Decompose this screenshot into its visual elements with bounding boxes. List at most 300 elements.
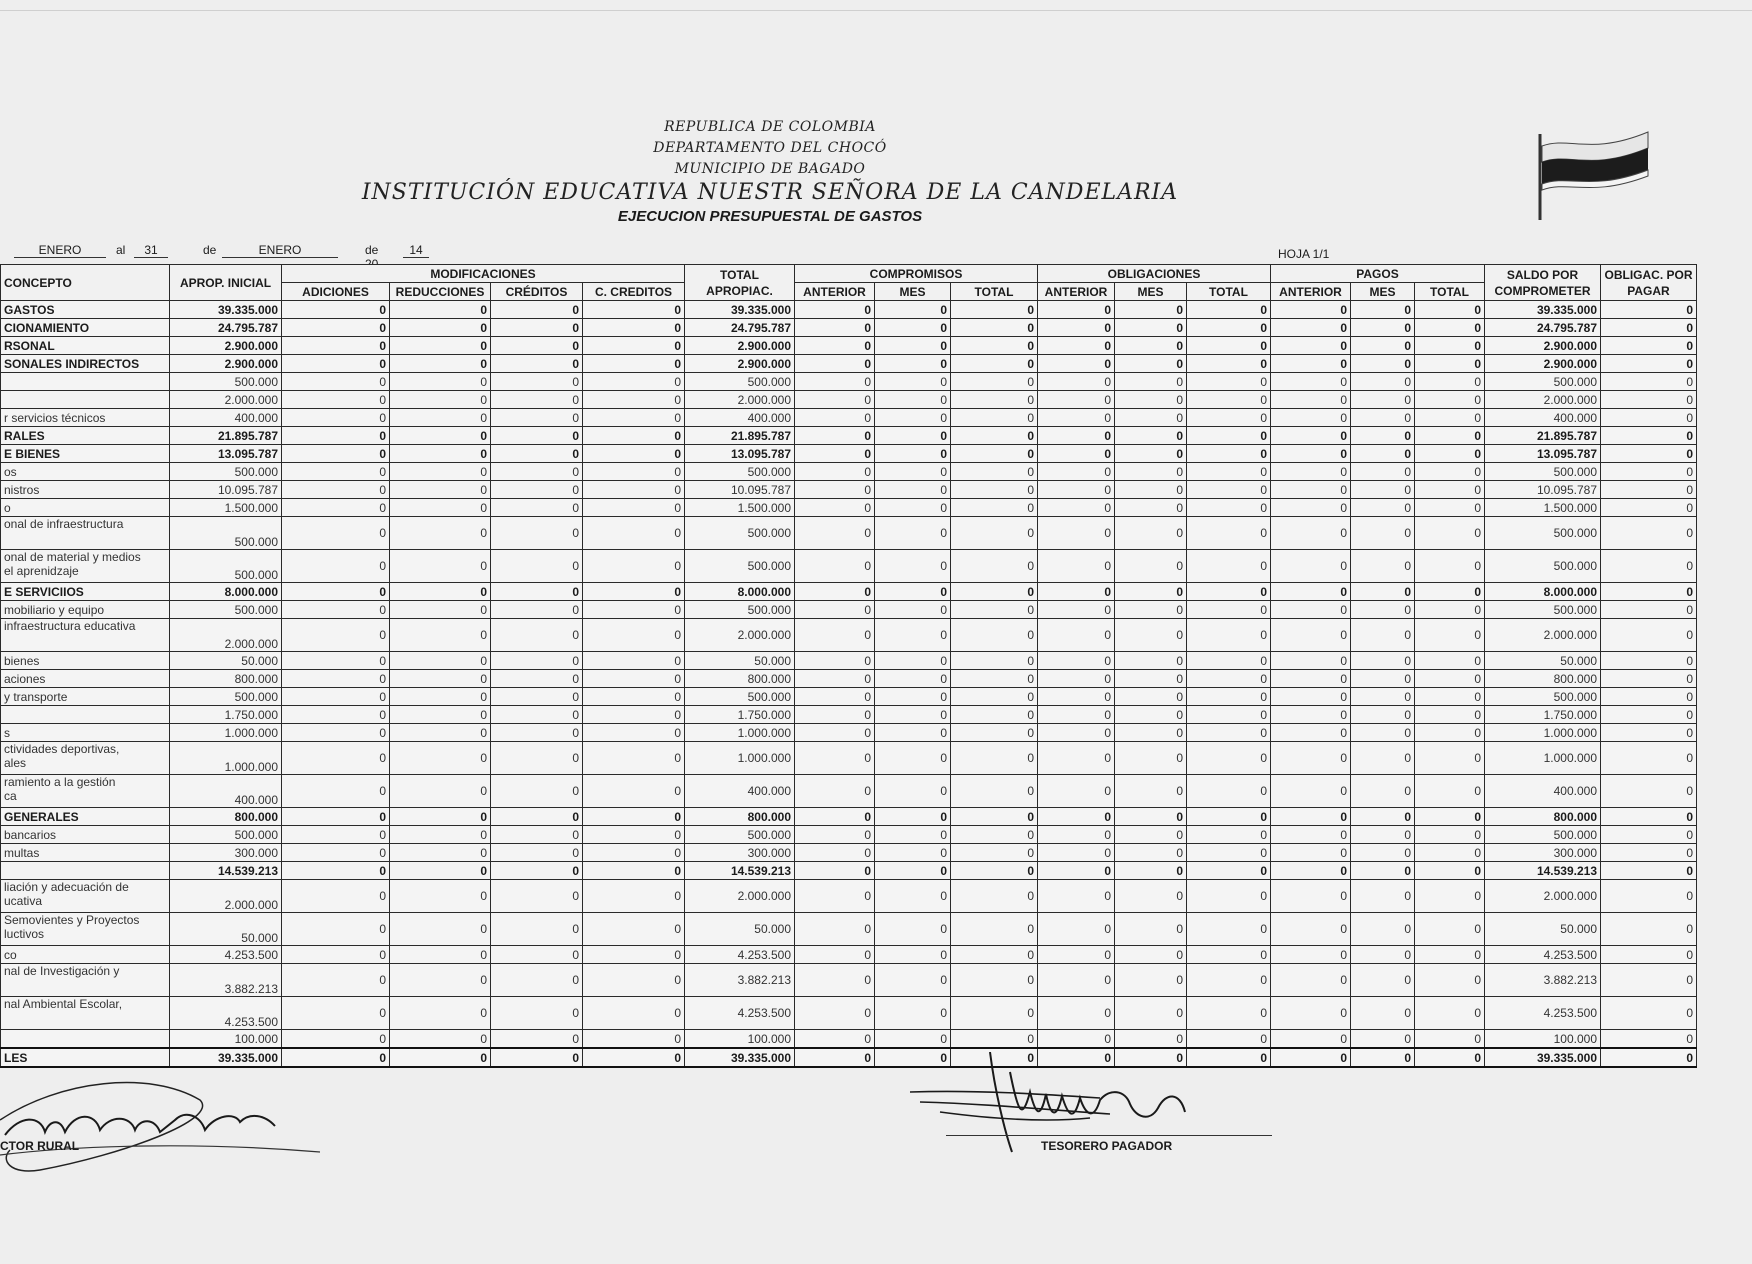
period-from-month: ENERO (14, 243, 106, 258)
cell-pagos-mes: 0 (1351, 619, 1415, 652)
cell-total-apropiac: 50.000 (685, 913, 795, 946)
municipality-line: MUNICIPIO DE BAGADO (674, 161, 866, 177)
cell-aprop-inicial: 4.253.500 (170, 946, 282, 964)
cell-c-creditos: 0 (583, 583, 685, 601)
cell-pagos-total: 0 (1415, 742, 1485, 775)
table-row (1, 880, 1697, 913)
cell-oblig-anterior: 0 (1038, 427, 1115, 445)
cell-pagos-anterior: 0 (1271, 775, 1351, 808)
cell-comp-mes: 0 (875, 601, 951, 619)
cell-total-apropiac: 4.253.500 (685, 997, 795, 1030)
cell-oblig-mes: 0 (1115, 964, 1187, 997)
cell-saldo: 21.895.787 (1485, 427, 1601, 445)
cell-comp-mes: 0 (875, 880, 951, 913)
cell-creditos: 0 (491, 601, 583, 619)
table-row (1, 913, 1697, 946)
cell-pagos-anterior: 0 (1271, 583, 1351, 601)
cell-concepto: ramiento a la gestión ca (1, 775, 170, 808)
cell-oblig-anterior: 0 (1038, 670, 1115, 688)
table-row (1, 862, 1697, 880)
cell-oblig-total: 0 (1187, 463, 1271, 481)
cell-oblig-mes: 0 (1115, 319, 1187, 337)
cell-saldo: 1.000.000 (1485, 724, 1601, 742)
cell-comp-anterior: 0 (795, 619, 875, 652)
cell-total-apropiac: 39.335.000 (685, 301, 795, 319)
cell-c-creditos: 0 (583, 913, 685, 946)
cell-reducciones: 0 (390, 1048, 491, 1067)
table-row (1, 463, 1697, 481)
cell-comp-mes: 0 (875, 517, 951, 550)
total-apropiac-line1: TOTAL (720, 267, 759, 282)
cell-comp-anterior: 0 (795, 301, 875, 319)
cell-total-apropiac: 2.000.000 (685, 880, 795, 913)
cell-reducciones: 0 (390, 775, 491, 808)
cell-oblig-mes: 0 (1115, 481, 1187, 499)
cell-comp-anterior: 0 (795, 499, 875, 517)
cell-comp-total: 0 (951, 601, 1038, 619)
cell-oblig-mes: 0 (1115, 844, 1187, 862)
cell-oblig-total: 0 (1187, 319, 1271, 337)
cell-pagos-anterior: 0 (1271, 409, 1351, 427)
page-number: HOJA 1/1 (1278, 247, 1330, 261)
cell-pagos-anterior: 0 (1271, 964, 1351, 997)
cell-comp-mes: 0 (875, 826, 951, 844)
cell-comp-total: 0 (951, 391, 1038, 409)
cell-adiciones: 0 (282, 1030, 390, 1049)
cell-comp-total: 0 (951, 826, 1038, 844)
cell-adiciones: 0 (282, 499, 390, 517)
cell-comp-total: 0 (951, 517, 1038, 550)
cell-creditos: 0 (491, 550, 583, 583)
cell-concepto: infraestructura educativa (1, 619, 170, 652)
cell-oblig-anterior: 0 (1038, 337, 1115, 355)
period-al: al (116, 243, 126, 257)
cell-adiciones: 0 (282, 670, 390, 688)
oblig-line2: PAGAR (1627, 283, 1670, 298)
cell-aprop-inicial: 24.795.787 (170, 319, 282, 337)
cell-saldo: 1.500.000 (1485, 499, 1601, 517)
cell-aprop-inicial: 10.095.787 (170, 481, 282, 499)
cell-oblig-pagar: 0 (1601, 319, 1697, 337)
cell-saldo: 2.000.000 (1485, 391, 1601, 409)
cell-saldo: 500.000 (1485, 550, 1601, 583)
cell-saldo: 2.000.000 (1485, 880, 1601, 913)
cell-oblig-mes: 0 (1115, 583, 1187, 601)
cell-adiciones: 0 (282, 445, 390, 463)
cell-saldo: 500.000 (1485, 601, 1601, 619)
cell-creditos: 0 (491, 652, 583, 670)
cell-oblig-total: 0 (1187, 619, 1271, 652)
cell-pagos-anterior: 0 (1271, 670, 1351, 688)
cell-reducciones: 0 (390, 652, 491, 670)
cell-pagos-mes: 0 (1351, 1048, 1415, 1067)
cell-pagos-anterior: 0 (1271, 946, 1351, 964)
table-row (1, 409, 1697, 427)
table-row (1, 601, 1697, 619)
cell-oblig-pagar: 0 (1601, 391, 1697, 409)
cell-oblig-mes: 0 (1115, 880, 1187, 913)
cell-comp-total: 0 (951, 583, 1038, 601)
cell-oblig-mes: 0 (1115, 706, 1187, 724)
cell-comp-anterior: 0 (795, 517, 875, 550)
cell-aprop-inicial: 100.000 (170, 1030, 282, 1049)
table-row (1, 826, 1697, 844)
table-row (1, 688, 1697, 706)
cell-oblig-total: 0 (1187, 517, 1271, 550)
cell-oblig-total: 0 (1187, 445, 1271, 463)
cell-comp-anterior: 0 (795, 688, 875, 706)
cell-comp-total: 0 (951, 844, 1038, 862)
cell-creditos: 0 (491, 481, 583, 499)
col-aprop-inicial: APROP. INICIAL (170, 265, 282, 301)
cell-concepto: os (1, 463, 170, 481)
cell-comp-total: 0 (951, 724, 1038, 742)
republic-line: REPUBLICA DE COLOMBIA (664, 119, 876, 135)
cell-oblig-pagar: 0 (1601, 862, 1697, 880)
cell-pagos-total: 0 (1415, 463, 1485, 481)
cell-saldo: 300.000 (1485, 844, 1601, 862)
cell-oblig-anterior: 0 (1038, 391, 1115, 409)
cell-oblig-pagar: 0 (1601, 481, 1697, 499)
cell-c-creditos: 0 (583, 775, 685, 808)
cell-pagos-anterior: 0 (1271, 337, 1351, 355)
cell-oblig-anterior: 0 (1038, 373, 1115, 391)
cell-comp-mes: 0 (875, 481, 951, 499)
cell-pagos-anterior: 0 (1271, 301, 1351, 319)
cell-comp-total: 0 (951, 550, 1038, 583)
cell-oblig-total: 0 (1187, 601, 1271, 619)
cell-saldo: 14.539.213 (1485, 862, 1601, 880)
cell-total-apropiac: 100.000 (685, 1030, 795, 1049)
cell-aprop-inicial: 13.095.787 (170, 445, 282, 463)
cell-comp-anterior: 0 (795, 481, 875, 499)
cell-adiciones: 0 (282, 619, 390, 652)
cell-creditos: 0 (491, 583, 583, 601)
cell-c-creditos: 0 (583, 337, 685, 355)
period-to-month: ENERO (222, 243, 338, 258)
cell-comp-mes: 0 (875, 445, 951, 463)
cell-pagos-mes: 0 (1351, 391, 1415, 409)
cell-pagos-total: 0 (1415, 481, 1485, 499)
cell-total-apropiac: 3.882.213 (685, 964, 795, 997)
cell-concepto: E SERVICIIOS (1, 583, 170, 601)
cell-creditos: 0 (491, 301, 583, 319)
table-row (1, 517, 1697, 550)
cell-adiciones: 0 (282, 688, 390, 706)
table-row (1, 1030, 1697, 1049)
cell-saldo: 8.000.000 (1485, 583, 1601, 601)
cell-comp-mes: 0 (875, 670, 951, 688)
cell-comp-total: 0 (951, 1030, 1038, 1049)
cell-total-apropiac: 39.335.000 (685, 1048, 795, 1067)
cell-oblig-anterior: 0 (1038, 445, 1115, 463)
cell-concepto (1, 706, 170, 724)
cell-adiciones: 0 (282, 997, 390, 1030)
cell-oblig-mes: 0 (1115, 391, 1187, 409)
cell-adiciones: 0 (282, 808, 390, 826)
col-concepto: CONCEPTO (1, 265, 170, 301)
cell-saldo: 500.000 (1485, 463, 1601, 481)
budget-table (0, 264, 1697, 1068)
cell-c-creditos: 0 (583, 964, 685, 997)
cell-total-apropiac: 13.095.787 (685, 445, 795, 463)
cell-oblig-total: 0 (1187, 808, 1271, 826)
cell-pagos-anterior: 0 (1271, 463, 1351, 481)
cell-comp-anterior: 0 (795, 775, 875, 808)
cell-comp-mes: 0 (875, 652, 951, 670)
cell-oblig-pagar: 0 (1601, 964, 1697, 997)
cell-pagos-total: 0 (1415, 373, 1485, 391)
cell-oblig-total: 0 (1187, 1030, 1271, 1049)
cell-oblig-pagar: 0 (1601, 499, 1697, 517)
cell-saldo: 400.000 (1485, 409, 1601, 427)
saldo-line2: COMPROMETER (1494, 283, 1591, 298)
cell-reducciones: 0 (390, 463, 491, 481)
cell-oblig-total: 0 (1187, 826, 1271, 844)
cell-c-creditos: 0 (583, 499, 685, 517)
cell-oblig-total: 0 (1187, 997, 1271, 1030)
cell-reducciones: 0 (390, 742, 491, 775)
group-modificaciones: MODIFICACIONES (282, 265, 685, 283)
cell-pagos-anterior: 0 (1271, 550, 1351, 583)
cell-oblig-pagar: 0 (1601, 619, 1697, 652)
cell-comp-mes: 0 (875, 742, 951, 775)
cell-pagos-total: 0 (1415, 706, 1485, 724)
cell-pagos-total: 0 (1415, 652, 1485, 670)
cell-oblig-mes: 0 (1115, 499, 1187, 517)
cell-saldo: 50.000 (1485, 913, 1601, 946)
cell-saldo: 500.000 (1485, 373, 1601, 391)
cell-aprop-inicial: 4.253.500 (170, 997, 282, 1030)
cell-comp-mes: 0 (875, 337, 951, 355)
cell-total-apropiac: 800.000 (685, 670, 795, 688)
institution-name: INSTITUCIÓN EDUCATIVA NUESTR SEÑORA DE LA CANDELARIA (361, 180, 1179, 205)
cell-aprop-inicial: 2.900.000 (170, 337, 282, 355)
cell-oblig-total: 0 (1187, 724, 1271, 742)
cell-oblig-pagar: 0 (1601, 337, 1697, 355)
cell-comp-anterior: 0 (795, 997, 875, 1030)
cell-comp-total: 0 (951, 862, 1038, 880)
cell-c-creditos: 0 (583, 409, 685, 427)
cell-pagos-anterior: 0 (1271, 355, 1351, 373)
cell-aprop-inicial: 800.000 (170, 808, 282, 826)
group-pagos: PAGOS (1271, 265, 1485, 283)
cell-reducciones: 0 (390, 706, 491, 724)
col-reducciones: REDUCCIONES (390, 283, 491, 301)
cell-pagos-total: 0 (1415, 619, 1485, 652)
cell-oblig-total: 0 (1187, 652, 1271, 670)
cell-oblig-pagar: 0 (1601, 652, 1697, 670)
cell-oblig-pagar: 0 (1601, 517, 1697, 550)
cell-aprop-inicial: 800.000 (170, 670, 282, 688)
cell-comp-anterior: 0 (795, 844, 875, 862)
cell-saldo: 2.000.000 (1485, 619, 1601, 652)
cell-pagos-mes: 0 (1351, 913, 1415, 946)
cell-oblig-pagar: 0 (1601, 301, 1697, 319)
cell-pagos-total: 0 (1415, 826, 1485, 844)
cell-total-apropiac: 2.900.000 (685, 355, 795, 373)
cell-reducciones: 0 (390, 862, 491, 880)
cell-adiciones: 0 (282, 652, 390, 670)
cell-comp-anterior: 0 (795, 880, 875, 913)
cell-c-creditos: 0 (583, 301, 685, 319)
cell-c-creditos: 0 (583, 373, 685, 391)
cell-concepto: onal de infraestructura (1, 517, 170, 550)
cell-comp-total: 0 (951, 1048, 1038, 1067)
cell-comp-mes: 0 (875, 964, 951, 997)
cell-pagos-total: 0 (1415, 1030, 1485, 1049)
cell-concepto (1, 391, 170, 409)
cell-oblig-mes: 0 (1115, 337, 1187, 355)
col-oblig-total: TOTAL (1187, 283, 1271, 301)
cell-concepto: o (1, 499, 170, 517)
cell-aprop-inicial: 1.000.000 (170, 742, 282, 775)
cell-c-creditos: 0 (583, 826, 685, 844)
cell-oblig-mes: 0 (1115, 445, 1187, 463)
cell-pagos-total: 0 (1415, 517, 1485, 550)
cell-aprop-inicial: 500.000 (170, 550, 282, 583)
cell-saldo: 500.000 (1485, 826, 1601, 844)
cell-saldo: 24.795.787 (1485, 319, 1601, 337)
cell-total-apropiac: 21.895.787 (685, 427, 795, 445)
cell-concepto: E BIENES (1, 445, 170, 463)
cell-comp-anterior: 0 (795, 913, 875, 946)
cell-oblig-total: 0 (1187, 499, 1271, 517)
cell-reducciones: 0 (390, 964, 491, 997)
flag-icon (1530, 126, 1660, 222)
table-row (1, 670, 1697, 688)
cell-pagos-mes: 0 (1351, 826, 1415, 844)
cell-oblig-pagar: 0 (1601, 997, 1697, 1030)
cell-comp-total: 0 (951, 670, 1038, 688)
cell-adiciones: 0 (282, 463, 390, 481)
cell-creditos: 0 (491, 997, 583, 1030)
cell-total-apropiac: 400.000 (685, 409, 795, 427)
cell-concepto: bancarios (1, 826, 170, 844)
cell-creditos: 0 (491, 1030, 583, 1049)
cell-oblig-mes: 0 (1115, 808, 1187, 826)
cell-pagos-anterior: 0 (1271, 499, 1351, 517)
cell-comp-mes: 0 (875, 409, 951, 427)
period-de20: de (365, 243, 379, 257)
cell-saldo: 500.000 (1485, 688, 1601, 706)
cell-total-apropiac: 500.000 (685, 373, 795, 391)
cell-comp-total: 0 (951, 880, 1038, 913)
cell-comp-total: 0 (951, 946, 1038, 964)
cell-comp-mes: 0 (875, 319, 951, 337)
cell-c-creditos: 0 (583, 619, 685, 652)
left-signature-label: CTOR RURAL (0, 1139, 80, 1153)
cell-oblig-anterior: 0 (1038, 499, 1115, 517)
cell-comp-mes: 0 (875, 391, 951, 409)
cell-creditos: 0 (491, 427, 583, 445)
cell-comp-anterior: 0 (795, 1030, 875, 1049)
cell-adiciones: 0 (282, 862, 390, 880)
cell-oblig-anterior: 0 (1038, 301, 1115, 319)
cell-oblig-mes: 0 (1115, 997, 1187, 1030)
cell-pagos-mes: 0 (1351, 670, 1415, 688)
cell-oblig-anterior: 0 (1038, 550, 1115, 583)
cell-total-apropiac: 500.000 (685, 601, 795, 619)
cell-pagos-anterior: 0 (1271, 517, 1351, 550)
cell-c-creditos: 0 (583, 946, 685, 964)
cell-aprop-inicial: 50.000 (170, 913, 282, 946)
cell-creditos: 0 (491, 1048, 583, 1067)
cell-oblig-anterior: 0 (1038, 481, 1115, 499)
cell-comp-total: 0 (951, 913, 1038, 946)
cell-creditos: 0 (491, 670, 583, 688)
table-row (1, 724, 1697, 742)
cell-c-creditos: 0 (583, 742, 685, 775)
cell-comp-anterior: 0 (795, 391, 875, 409)
cell-concepto: nistros (1, 481, 170, 499)
table-row (1, 550, 1697, 583)
cell-creditos: 0 (491, 844, 583, 862)
cell-oblig-mes: 0 (1115, 517, 1187, 550)
cell-c-creditos: 0 (583, 670, 685, 688)
cell-pagos-anterior: 0 (1271, 391, 1351, 409)
cell-comp-total: 0 (951, 481, 1038, 499)
cell-adiciones: 0 (282, 775, 390, 808)
cell-aprop-inicial: 8.000.000 (170, 583, 282, 601)
cell-pagos-total: 0 (1415, 409, 1485, 427)
oblig-line1: OBLIGAC. POR (1604, 267, 1693, 282)
cell-oblig-total: 0 (1187, 688, 1271, 706)
cell-comp-anterior: 0 (795, 670, 875, 688)
cell-pagos-total: 0 (1415, 319, 1485, 337)
cell-creditos: 0 (491, 499, 583, 517)
cell-oblig-pagar: 0 (1601, 706, 1697, 724)
total-apropiac-line2: APROPIAC. (706, 283, 773, 298)
cell-creditos: 0 (491, 826, 583, 844)
cell-oblig-anterior: 0 (1038, 409, 1115, 427)
cell-adiciones: 0 (282, 517, 390, 550)
cell-concepto (1, 862, 170, 880)
cell-pagos-mes: 0 (1351, 964, 1415, 997)
cell-pagos-total: 0 (1415, 550, 1485, 583)
cell-c-creditos: 0 (583, 997, 685, 1030)
table-row (1, 319, 1697, 337)
table-row (1, 964, 1697, 997)
cell-adiciones: 0 (282, 319, 390, 337)
cell-c-creditos: 0 (583, 652, 685, 670)
table-row (1, 808, 1697, 826)
cell-pagos-total: 0 (1415, 946, 1485, 964)
cell-comp-mes: 0 (875, 619, 951, 652)
cell-oblig-total: 0 (1187, 880, 1271, 913)
cell-concepto: co (1, 946, 170, 964)
cell-comp-anterior: 0 (795, 355, 875, 373)
cell-pagos-mes: 0 (1351, 652, 1415, 670)
cell-saldo: 39.335.000 (1485, 301, 1601, 319)
cell-comp-total: 0 (951, 301, 1038, 319)
cell-reducciones: 0 (390, 844, 491, 862)
cell-comp-mes: 0 (875, 1030, 951, 1049)
cell-oblig-anterior: 0 (1038, 880, 1115, 913)
cell-pagos-total: 0 (1415, 862, 1485, 880)
cell-total-apropiac: 8.000.000 (685, 583, 795, 601)
cell-comp-anterior: 0 (795, 337, 875, 355)
cell-reducciones: 0 (390, 409, 491, 427)
cell-oblig-pagar: 0 (1601, 583, 1697, 601)
cell-comp-mes: 0 (875, 427, 951, 445)
cell-c-creditos: 0 (583, 391, 685, 409)
cell-reducciones: 0 (390, 355, 491, 373)
cell-oblig-mes: 0 (1115, 601, 1187, 619)
cell-comp-mes: 0 (875, 688, 951, 706)
cell-reducciones: 0 (390, 670, 491, 688)
cell-oblig-mes: 0 (1115, 463, 1187, 481)
